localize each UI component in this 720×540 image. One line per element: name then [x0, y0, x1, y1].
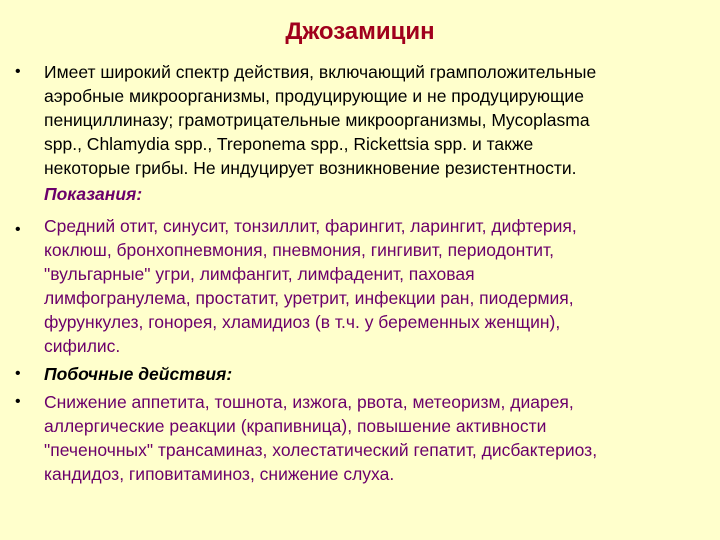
bullet-2-line-2: коклюш, бронхопневмония, пневмония, гингивит, периодонтит, — [44, 240, 554, 260]
bullet-1-line-3: пенициллиназу; грамотрицательные микроорганизмы, Mycoplasma — [44, 110, 590, 130]
bullet-1-line-4: spp., Chlamydia spp., Treponema spp., Rickettsia spp. и также — [44, 134, 534, 154]
bullet-2-line-3: "вульгарные" угри, лимфангит, лимфаденит, паховая — [44, 264, 475, 284]
bullet-4-line-1: Снижение аппетита, тошнота, изжога, рвота, метеоризм, диарея, — [44, 392, 574, 412]
side-effects-heading: Побочные действия: — [44, 364, 233, 384]
bullet-2-line-1: Средний отит, синусит, тонзиллит, фарингит, ларингит, дифтерия, — [44, 216, 577, 236]
bullet-1-line-5: некоторые грибы. Не индуцирует возникновение резистентности. — [44, 158, 577, 178]
bullet-4-line-3: "печеночных" трансаминаз, холестатический гепатит, дисбактериоз, — [44, 440, 598, 460]
slide-title: Джозамицин — [285, 18, 435, 45]
bullet-4-line-2: аллергические реакции (крапивница), повышение активности — [44, 416, 547, 436]
bullet-marker: • — [15, 393, 21, 410]
bullet-marker: • — [15, 221, 21, 238]
indications-heading: Показания: — [44, 184, 143, 204]
bullet-marker: • — [15, 365, 21, 382]
bullet-marker: • — [15, 63, 21, 80]
bullet-2-line-5: фурункулез, гонорея, хламидиоз (в т.ч. у беременных женщин), — [44, 312, 561, 332]
bullet-2-line-4: лимфогранулема, простатит, уретрит, инфекции ран, пиодермия, — [44, 288, 574, 308]
bullet-1-line-2: аэробные микроорганизмы, продуцирующие и не продуцирующие — [44, 86, 584, 106]
bullet-4-line-4: кандидоз, гиповитаминоз, снижение слуха. — [44, 464, 395, 484]
bullet-1-line-1: Имеет широкий спектр действия, включающий грамположительные — [44, 62, 597, 82]
bullet-2-line-6: сифилис. — [44, 336, 121, 356]
